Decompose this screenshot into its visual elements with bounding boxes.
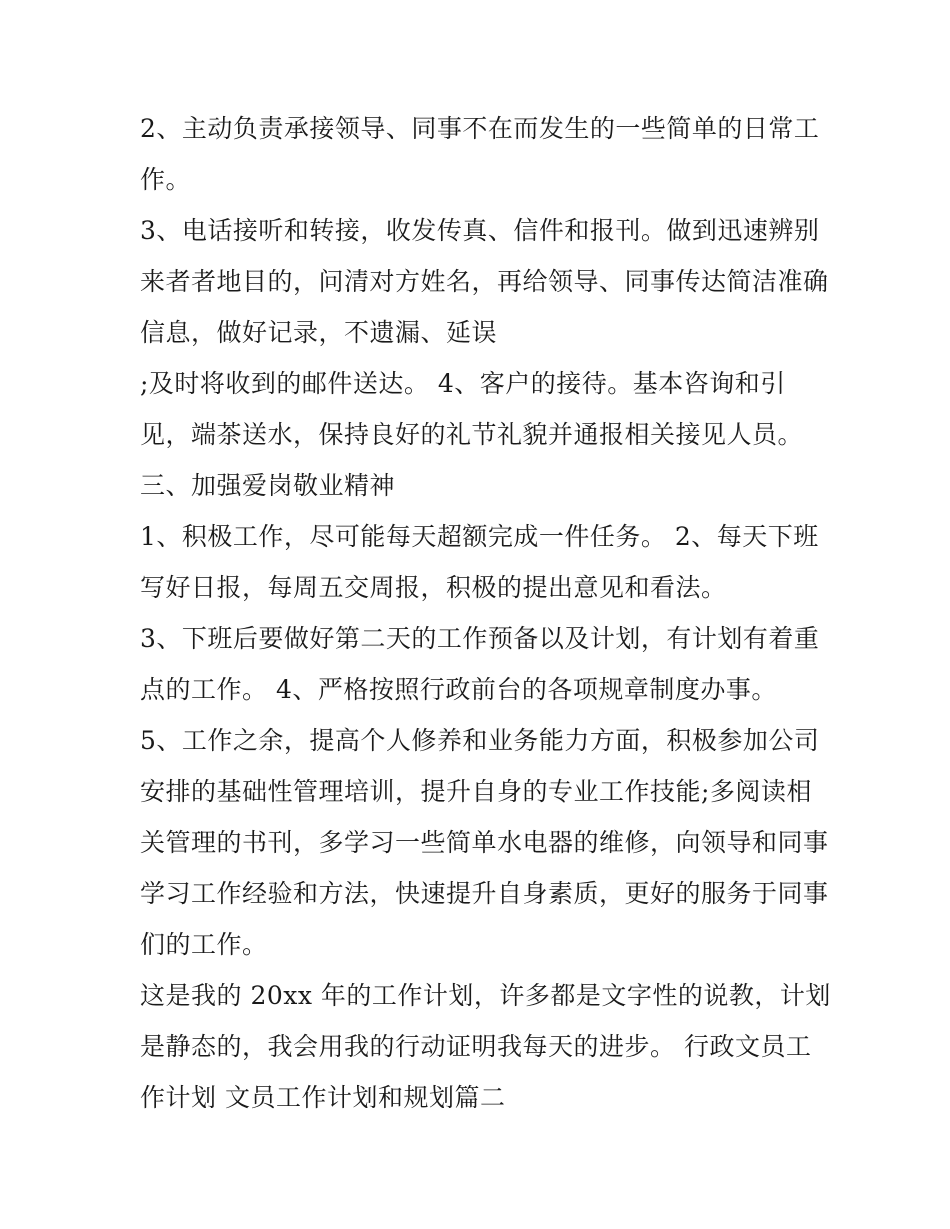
text-line-section3-item-3: 3、下班后要做好第二天的工作预备以及计划，有计划有着重	[140, 624, 820, 653]
text-line-closing-cont: 是静态的，我会用我的行动证明我每天的进步。 行政文员工	[140, 1032, 812, 1061]
text-line-item-3-cont: 信息，做好记录，不遗漏、延误	[140, 318, 498, 347]
text-line-item-4-cont: 见，端茶送水，保持良好的礼节礼貌并通报相关接见人员。	[140, 420, 804, 449]
text-line-item-3-cont: 来者者地目的，问清对方姓名，再给领导、同事传达简洁准确	[140, 267, 829, 296]
text-line-closing: 这是我的 20xx 年的工作计划，许多都是文字性的说教，计划	[140, 981, 831, 1010]
text-line-section3-item-5-cont: 安排的基础性管理培训，提升自身的专业工作技能;多阅读相	[140, 777, 812, 806]
text-line-next-title: 作计划 文员工作计划和规划篇二	[140, 1083, 506, 1112]
text-line-item-4: ;及时将收到的邮件送达。 4、客户的接待。基本咨询和引	[140, 369, 786, 398]
text-line-section3-item-2-cont: 写好日报，每周五交周报，积极的提出意见和看法。	[140, 573, 727, 602]
text-line-section3-item-1: 1、积极工作，尽可能每天超额完成一件任务。 2、每天下班	[140, 522, 819, 551]
text-line-item-2: 2、主动负责承接领导、同事不在而发生的一些简单的日常工	[140, 114, 820, 143]
text-line-section3-item-5-cont: 关管理的书刊，多学习一些简单水电器的维修，向领导和同事	[140, 828, 829, 857]
text-line-section3-item-4: 点的工作。 4、严格按照行政前台的各项规章制度办事。	[140, 675, 777, 704]
text-line-item-2-cont: 作。	[140, 165, 192, 194]
text-line-item-3: 3、电话接听和转接，收发传真、信件和报刊。做到迅速辨别	[140, 216, 820, 245]
section-heading: 三、加强爱岗敬业精神	[140, 471, 396, 500]
text-line-section3-item-5-cont: 学习工作经验和方法，快速提升自身素质，更好的服务于同事	[140, 879, 829, 908]
text-line-section3-item-5-cont: 们的工作。	[140, 930, 268, 959]
text-line-section3-item-5: 5、工作之余，提高个人修养和业务能力方面，积极参加公司	[140, 726, 820, 755]
